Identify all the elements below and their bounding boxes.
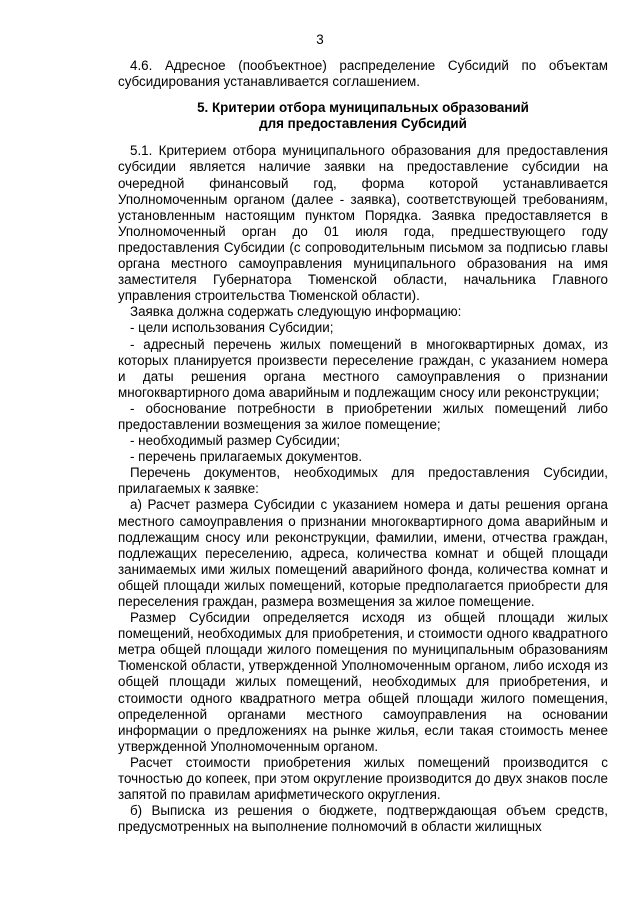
paragraph-5-1: 5.1. Критерием отбора муниципального образования для предоставления субсидии является наличие заявки на предоставление субсидии на очередной финансовый год, форма которой устанавливается Уполномоченным органом (далее - заявка), соответствующей требованиям, установленным настоящим пунктом Порядка. Заявка предоставляется в Уполномоченный орган до 01 июля года, предшествующего году предоставления Субсидии (с сопроводительным письмом за подписью главы органа местного самоуправления муниципального образования на имя заместителя Губернатора Тюменской области, начальника Главного управления строительства Тюменской области). [118, 143, 608, 304]
paragraph-item-b: б) Выписка из решения о бюджете, подтверждающая объем средств, предусмотренных на выполнение полномочий в области жилищных [118, 803, 608, 835]
paragraph-subsidy-size: Размер Субсидии определяется исходя из общей площади жилых помещений, необходимых для приобретения, и стоимости одного квадратного метра общей площади жилого помещения по муниципальным образованиям Тюменской области, утвержденной Уполномоченным органом, либо исходя из общей площади жилых помещений, необходимых для приобретения, и стоимости одного квадратного метра общей площади жилого помещения, определенной органами местного самоуправления на основании информации о предложениях на рынке жилья, если такая стоимость менее утвержденной Уполномоченным органом. [118, 610, 608, 754]
heading-line-1: 5. Критерии отбора муниципальных образований [197, 100, 529, 116]
paragraph-documents-list: Перечень документов, необходимых для предоставления Субсидии, прилагаемых к заявке: [118, 465, 608, 497]
section-4-6-paragraph: 4.6. Адресное (пообъектное) распределение Субсидий по объектам субсидирования устанавливается соглашением. [118, 58, 608, 90]
list-item-documents: - перечень прилагаемых документов. [130, 449, 363, 465]
paragraph-item-a: а) Расчет размера Субсидии с указанием номера и даты решения органа местного самоуправления о признании многоквартирного дома аварийным и подлежащим сносу или реконструкции, фамилии, имени, отчества граждан, подлежащих переселению, адреса, количества комнат и общей площади занимаемых ими жилых помещений аварийного фонда, количества комнат и общей площади жилых помещений, которые предполагается приобрести для переселения граждан, размера возмещения за жилое помещение. [118, 497, 608, 609]
list-item-subsidy-amount: - необходимый размер Субсидии; [130, 433, 341, 449]
page-number: 3 [316, 32, 324, 47]
list-item-address-list: - адресный перечень жилых помещений в многоквартирных домах, из которых планируется произвести переселение граждан, с указанием номера и даты решения органа местного самоуправления о признании многоквартирного дома аварийным и подлежащим сносу или реконструкции; [118, 336, 608, 400]
list-item-purposes: - цели использования Субсидии; [130, 320, 334, 336]
paragraph-application-content: Заявка должна содержать следующую информацию: [130, 304, 462, 320]
list-item-justification: - обоснование потребности в приобретении жилых помещений либо предоставлении возмещения за жилое помещение; [118, 400, 608, 432]
heading-line-2: для предоставления Субсидий [259, 116, 467, 132]
section-5-heading [118, 100, 608, 132]
document-body [118, 58, 608, 835]
paragraph-cost-calculation: Расчет стоимости приобретения жилых помещений производится с точностью до копеек, при этом округление производится до двух знаков после запятой по правилам арифметического округления. [118, 754, 608, 803]
